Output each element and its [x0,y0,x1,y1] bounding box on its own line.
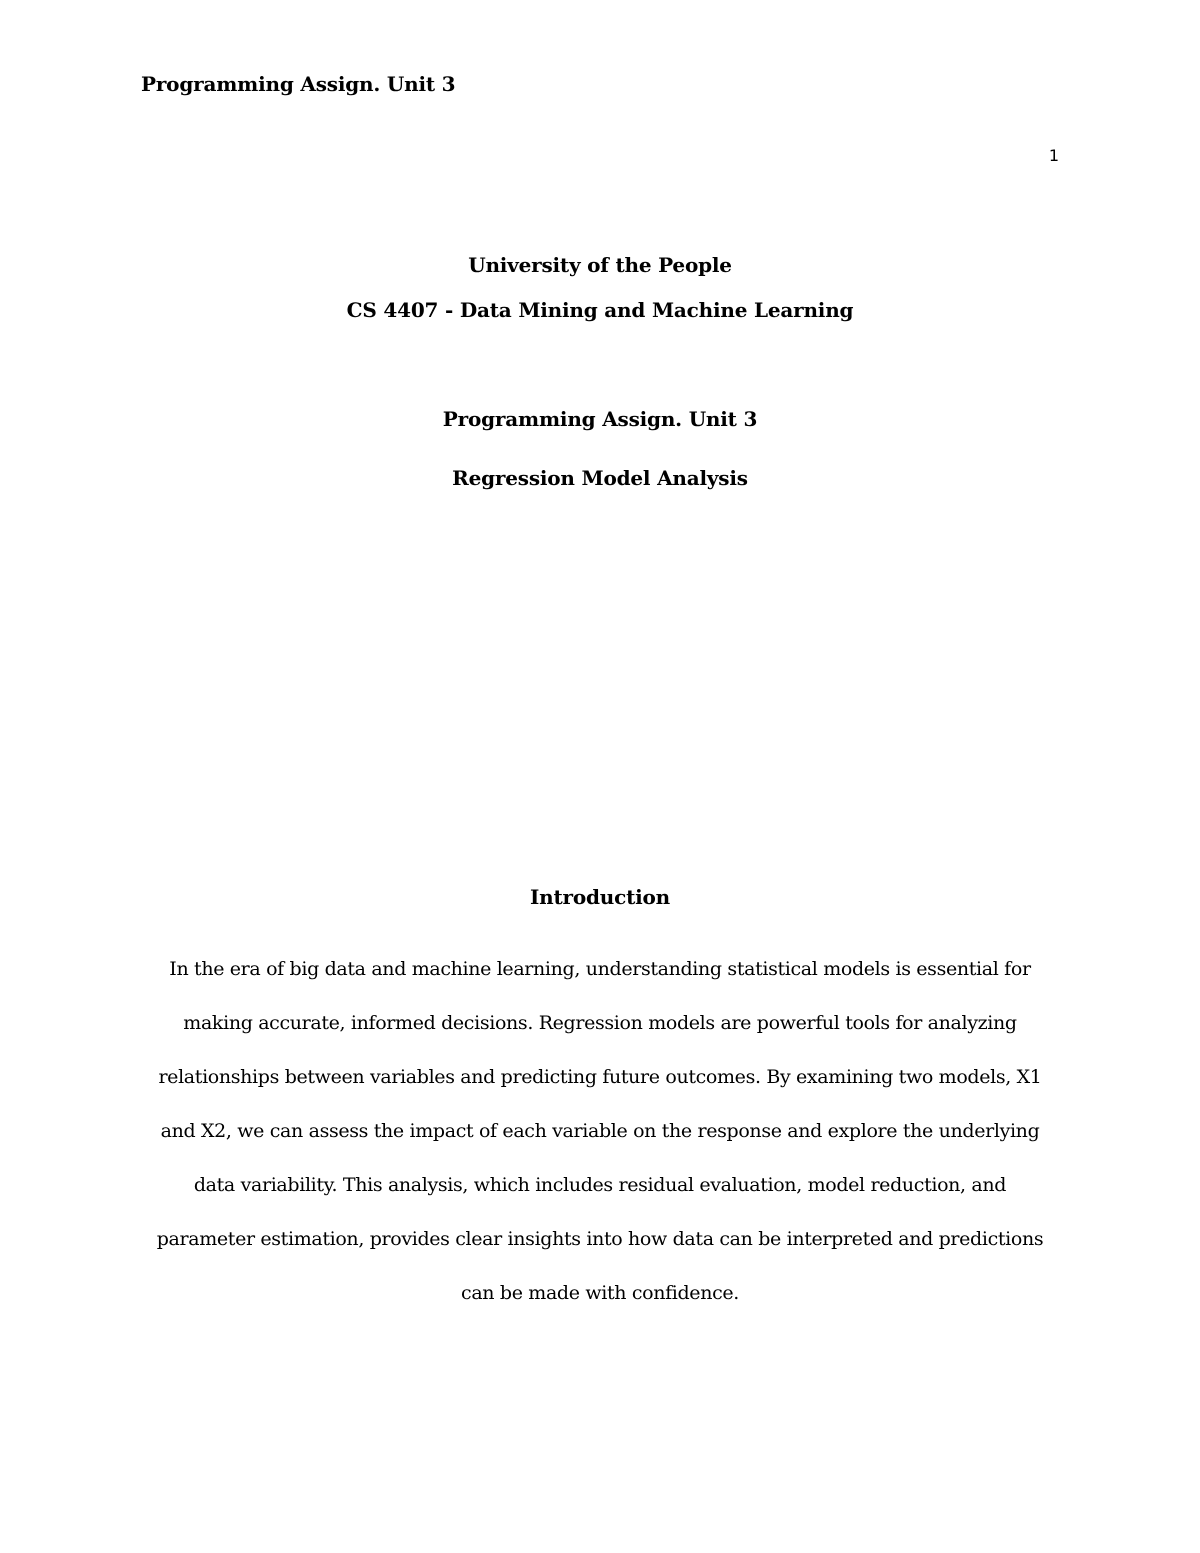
introduction-heading: Introduction [529,885,671,909]
running-head: Programming Assign. Unit 3 [141,72,456,96]
introduction-line: In the era of big data and machine learning, understanding statistical models is essential for [169,958,1031,980]
assignment-subtitle: Regression Model Analysis [452,466,748,490]
introduction-line: can be made with confidence. [461,1282,739,1304]
assignment-title: Programming Assign. Unit 3 [442,407,758,431]
introduction-line: making accurate, informed decisions. Regression models are powerful tools for analyzing [183,1012,1017,1034]
course-title: CS 4407 - Data Mining and Machine Learning [346,298,854,322]
introduction-line: data variability. This analysis, which includes residual evaluation, model reduction, and [193,1174,1007,1196]
introduction-line: parameter estimation, provides clear insights into how data can be interpreted and predictions [156,1228,1044,1250]
institution-name: University of the People [468,253,732,277]
introduction-line: and X2, we can assess the impact of each variable on the response and explore the underlying [160,1120,1040,1142]
page-number: 1 [1048,146,1059,165]
introduction-line: relationships between variables and predicting future outcomes. By examining two models, X1 [158,1066,1042,1088]
introduction-paragraph [141,953,1059,1331]
